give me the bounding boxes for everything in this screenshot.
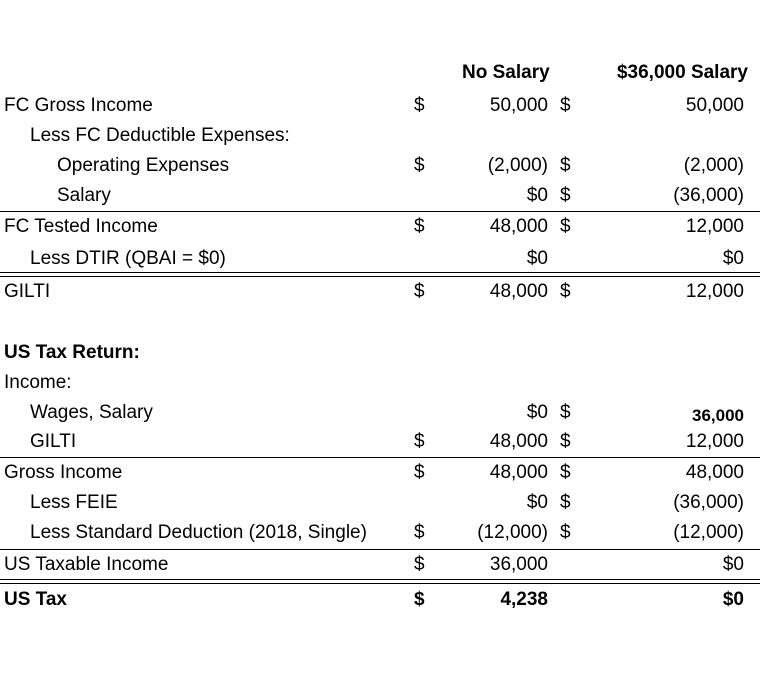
dollar-sign: $ [414,522,425,543]
value-salary: (12,000) [673,522,744,543]
row-gilti [0,277,760,307]
dollar-sign: $ [560,95,571,116]
value-salary: 50,000 [685,95,744,116]
value-no-salary: 4,238 [500,589,548,610]
col-header-36000-salary: $36,000 Salary [616,62,748,83]
row-less-feie [0,488,760,518]
dollar-sign: $ [560,522,571,543]
dollar-sign: $ [560,402,571,423]
row-label: Less Standard Deduction (2018, Single) [30,522,367,543]
dollar-sign: $ [560,281,571,302]
dollar-sign: $ [414,155,425,176]
row-salary-expense [0,181,760,211]
dollar-sign: $ [560,155,571,176]
value-no-salary: 48,000 [489,431,548,452]
row-operating-expenses [0,151,760,181]
dollar-sign: $ [560,216,571,237]
row-label: Less FEIE [30,492,118,513]
value-salary: 48,000 [685,462,744,483]
row-label: GILTI [4,281,51,302]
section-heading-us-tax-return [0,338,760,368]
value-salary: 36,000 [692,406,744,425]
row-us-taxable-income [0,550,760,580]
value-no-salary: 48,000 [489,216,548,237]
value-no-salary: 50,000 [489,95,548,116]
row-label: Less FC Deductible Expenses: [30,125,290,146]
row-label: GILTI [30,431,77,452]
value-salary: 12,000 [685,431,744,452]
dollar-sign: $ [414,216,425,237]
col-header-no-salary: No Salary [462,62,550,83]
row-label: US Tax [4,589,68,610]
dollar-sign: $ [414,95,425,116]
row-label: Less DTIR (QBAI = $0) [30,248,226,269]
value-no-salary: $0 [526,492,548,513]
value-no-salary: 48,000 [489,462,548,483]
dollar-sign: $ [414,281,425,302]
value-no-salary: 36,000 [489,554,548,575]
row-us-tax [0,585,760,615]
row-wages-salary [0,398,760,428]
value-salary: $0 [722,248,744,269]
value-salary: (2,000) [683,155,744,176]
row-less-fc-deductible-expenses [0,121,760,151]
row-label: US Taxable Income [4,554,169,575]
dollar-sign: $ [414,462,425,483]
value-no-salary: $0 [526,402,548,423]
value-salary: $0 [722,589,744,610]
double-rule-line [0,579,760,584]
value-no-salary: $0 [526,248,548,269]
row-label: Income: [4,372,72,393]
row-less-standard-deduction [0,518,760,548]
value-no-salary: (2,000) [487,155,548,176]
row-fc-tested-income [0,212,760,242]
row-fc-gross-income [0,91,760,121]
value-no-salary: $0 [526,185,548,206]
value-no-salary: (12,000) [477,522,548,543]
value-salary: 12,000 [685,216,744,237]
value-salary: (36,000) [673,185,744,206]
row-gross-income [0,458,760,488]
dollar-sign: $ [414,589,425,610]
row-label: Salary [57,185,111,206]
row-label: Wages, Salary [30,402,153,423]
dollar-sign: $ [560,492,571,513]
row-income-heading [0,368,760,398]
value-salary: (36,000) [673,492,744,513]
row-gilti-income [0,427,760,457]
value-salary: $0 [722,554,744,575]
row-less-dtir [0,244,760,274]
value-salary: 12,000 [685,281,744,302]
dollar-sign: $ [414,431,425,452]
row-label: Operating Expenses [57,155,230,176]
value-no-salary: 48,000 [489,281,548,302]
section-title: US Tax Return: [4,342,140,363]
dollar-sign: $ [560,185,571,206]
row-label: FC Tested Income [4,216,158,237]
dollar-sign: $ [560,431,571,452]
dollar-sign: $ [560,462,571,483]
row-label: Gross Income [4,462,123,483]
dollar-sign: $ [414,554,425,575]
row-label: FC Gross Income [4,95,153,116]
